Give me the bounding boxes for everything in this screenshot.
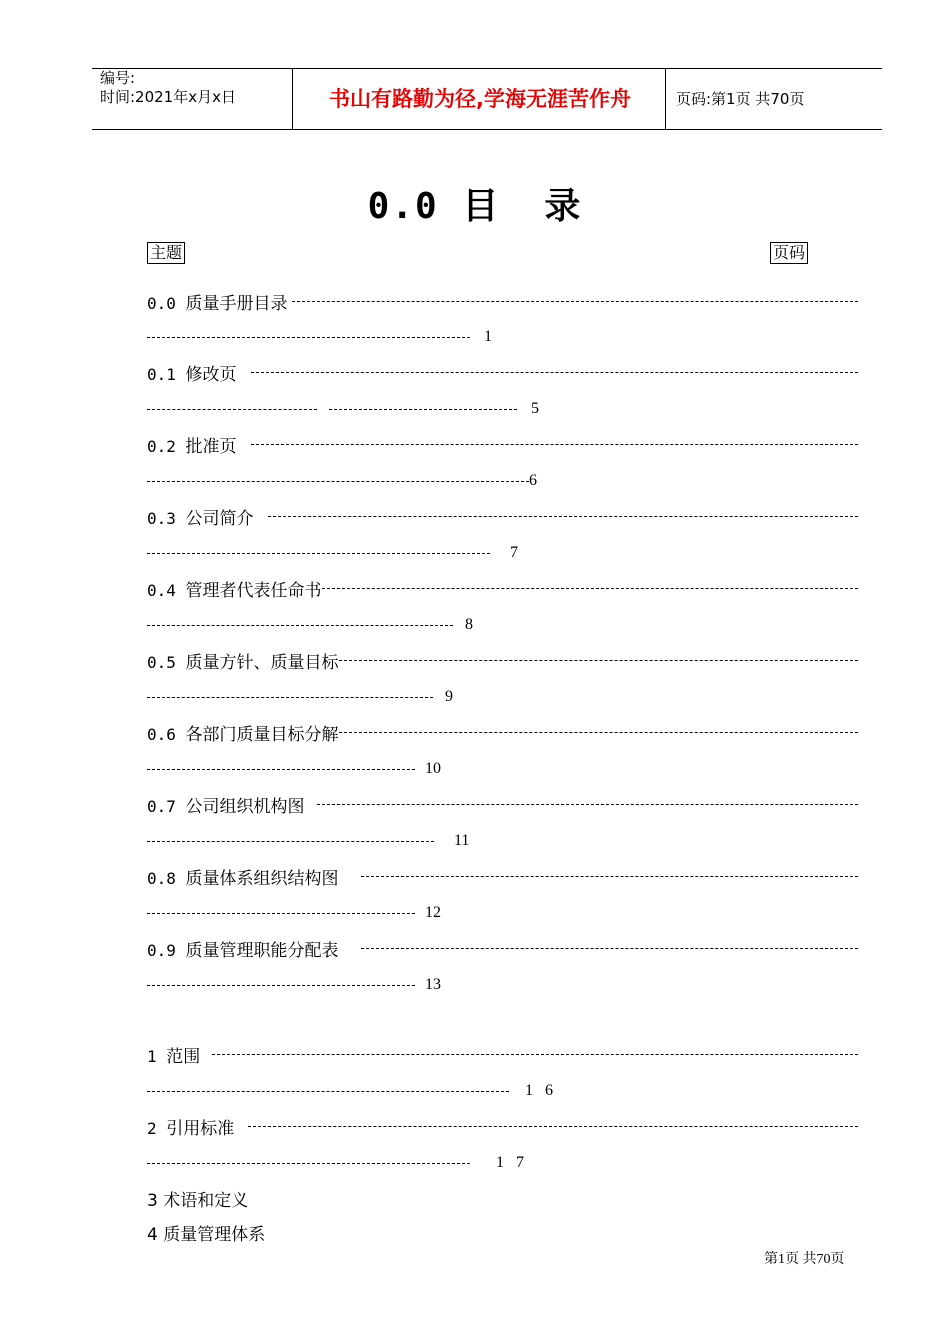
toc-label: 术语和定义 — [163, 1191, 249, 1211]
toc-entry-continuation — [147, 1151, 528, 1175]
header-divider — [292, 69, 293, 129]
toc-label: 批准页 — [185, 436, 237, 457]
toc-page: 1 7 — [496, 1154, 528, 1171]
toc-number: 0.6 — [147, 724, 176, 744]
column-page-label: 页码 — [770, 242, 808, 264]
toc-label: 引用标准 — [166, 1118, 235, 1139]
toc-label: 公司组织机构图 — [185, 796, 305, 817]
toc-label: 质量手册目录 — [185, 293, 288, 314]
header-divider — [665, 69, 666, 129]
toc-entry[interactable] — [147, 864, 858, 888]
toc-entry-continuation — [147, 469, 541, 493]
toc-page: 12 — [425, 904, 441, 921]
toc-entry-continuation — [147, 757, 441, 781]
toc-number: 0.8 — [147, 868, 176, 888]
toc-label: 质量管理职能分配表 — [185, 940, 339, 961]
toc-page: 9 — [445, 688, 457, 705]
header-page-info: 页码:第1页 共70页 — [676, 90, 805, 108]
page-title — [0, 178, 950, 229]
toc-entry[interactable] — [147, 720, 858, 744]
toc-entry[interactable] — [147, 1042, 858, 1066]
toc-label: 公司简介 — [185, 508, 254, 529]
toc-number: 1 — [147, 1046, 157, 1066]
toc-number: 3 — [147, 1191, 158, 1211]
toc-label: 质量方针、质量目标 — [185, 652, 339, 673]
toc-entry[interactable] — [147, 289, 858, 313]
toc-entry-continuation — [147, 397, 543, 421]
title-part-a: 0.0 目 — [367, 186, 501, 227]
document-header — [92, 68, 882, 130]
page-footer: 第1页 共70页 — [764, 1252, 845, 1267]
toc-label: 各部门质量目标分解 — [185, 724, 339, 745]
toc-entry-plain[interactable] — [147, 1220, 265, 1245]
toc-entry-plain[interactable] — [147, 1186, 248, 1211]
toc-entry-continuation — [147, 1079, 557, 1103]
toc-entry[interactable] — [147, 792, 858, 816]
header-motto: 书山有路勤为径,学海无涯苦作舟 — [329, 87, 631, 111]
toc-entry[interactable] — [147, 432, 858, 456]
toc-label: 质量体系组织结构图 — [185, 868, 339, 889]
toc-entry[interactable] — [147, 360, 858, 384]
header-date: 时间:2021年x月x日 — [100, 88, 236, 106]
toc-number: 0.5 — [147, 652, 176, 672]
toc-entry-continuation — [147, 973, 441, 997]
toc-page: 8 — [465, 616, 477, 633]
toc-number: 2 — [147, 1118, 157, 1138]
toc-page: 13 — [425, 976, 441, 993]
toc-number: 0.3 — [147, 508, 176, 528]
toc-entry[interactable] — [147, 1114, 858, 1138]
toc-label: 修改页 — [185, 364, 237, 385]
toc-page: 6 — [529, 472, 541, 489]
toc-label: 范围 — [166, 1046, 201, 1067]
title-part-b: 录 — [544, 186, 583, 227]
toc-entry-continuation — [147, 613, 477, 637]
toc-entry[interactable] — [147, 936, 858, 960]
toc-number: 4 — [147, 1225, 158, 1245]
toc-number: 0.4 — [147, 580, 176, 600]
toc-page: 11 — [454, 832, 470, 849]
toc-entry-continuation — [147, 901, 441, 925]
toc-page: 7 — [510, 544, 522, 561]
toc-page: 1 — [484, 328, 496, 345]
toc-label: 管理者代表任命书 — [185, 580, 322, 601]
toc-number: 0.0 — [147, 293, 176, 313]
toc-entry-continuation — [147, 325, 496, 349]
toc-page: 1 6 — [525, 1082, 557, 1099]
toc-entry[interactable] — [147, 504, 858, 528]
toc-entry-continuation — [147, 685, 457, 709]
toc-entry[interactable] — [147, 576, 858, 600]
toc-number: 0.1 — [147, 364, 176, 384]
toc-page: 5 — [531, 400, 543, 417]
column-subject-label: 主题 — [147, 242, 185, 264]
toc-number: 0.2 — [147, 436, 176, 456]
toc-entry-continuation — [147, 829, 469, 853]
toc-page: 10 — [425, 760, 441, 777]
header-number: 编号: — [100, 69, 136, 87]
toc-entry-continuation — [147, 541, 522, 565]
toc-number: 0.9 — [147, 940, 176, 960]
toc-entry[interactable] — [147, 648, 858, 672]
toc-label: 质量管理体系 — [163, 1225, 266, 1245]
toc-number: 0.7 — [147, 796, 176, 816]
header-meta — [100, 69, 236, 107]
